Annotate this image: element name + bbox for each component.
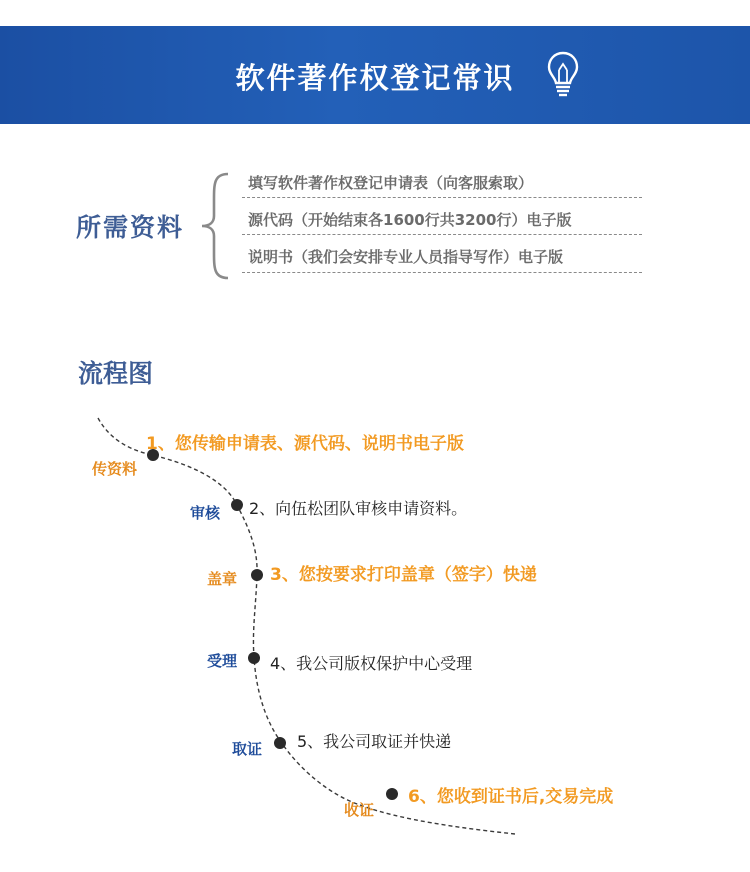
requirements-label: 所需资料 <box>76 213 185 242</box>
flow-node <box>386 788 398 800</box>
stage-label-review: 审核 <box>190 504 221 522</box>
requirement-item-3: 说明书（我们会安排专业人员指导写作）电子版 <box>248 248 564 266</box>
flow-title: 流程图 <box>78 359 154 388</box>
stage-label-stamp: 盖章 <box>207 570 238 588</box>
flow-step-5: 5、我公司取证并快递 <box>297 732 452 751</box>
flow-step-2: 2、向伍松团队审核申请资料。 <box>249 499 468 518</box>
flow-node <box>274 737 286 749</box>
stage-label-accept: 受理 <box>207 652 238 670</box>
requirement-item-1: 填写软件著作权登记申请表（向客服索取） <box>248 174 534 192</box>
flow-node <box>231 499 243 511</box>
flow-node <box>251 569 263 581</box>
stage-label-upload: 传资料 <box>92 460 138 478</box>
requirement-item-2: 源代码（开始结束各1600行共3200行）电子版 <box>248 211 572 229</box>
page-title: 软件著作权登记常识 <box>235 61 515 95</box>
flow-node <box>248 652 260 664</box>
stage-label-receive: 收证 <box>344 801 375 819</box>
flow-step-1: 1、您传输申请表、源代码、说明书电子版 <box>146 434 464 454</box>
flow-step-3: 3、您按要求打印盖章（签字）快递 <box>270 565 537 585</box>
stage-label-obtain: 取证 <box>232 740 263 758</box>
flow-step-6: 6、您收到证书后,交易完成 <box>408 787 614 807</box>
flow-step-4: 4、我公司版权保护中心受理 <box>270 654 473 673</box>
